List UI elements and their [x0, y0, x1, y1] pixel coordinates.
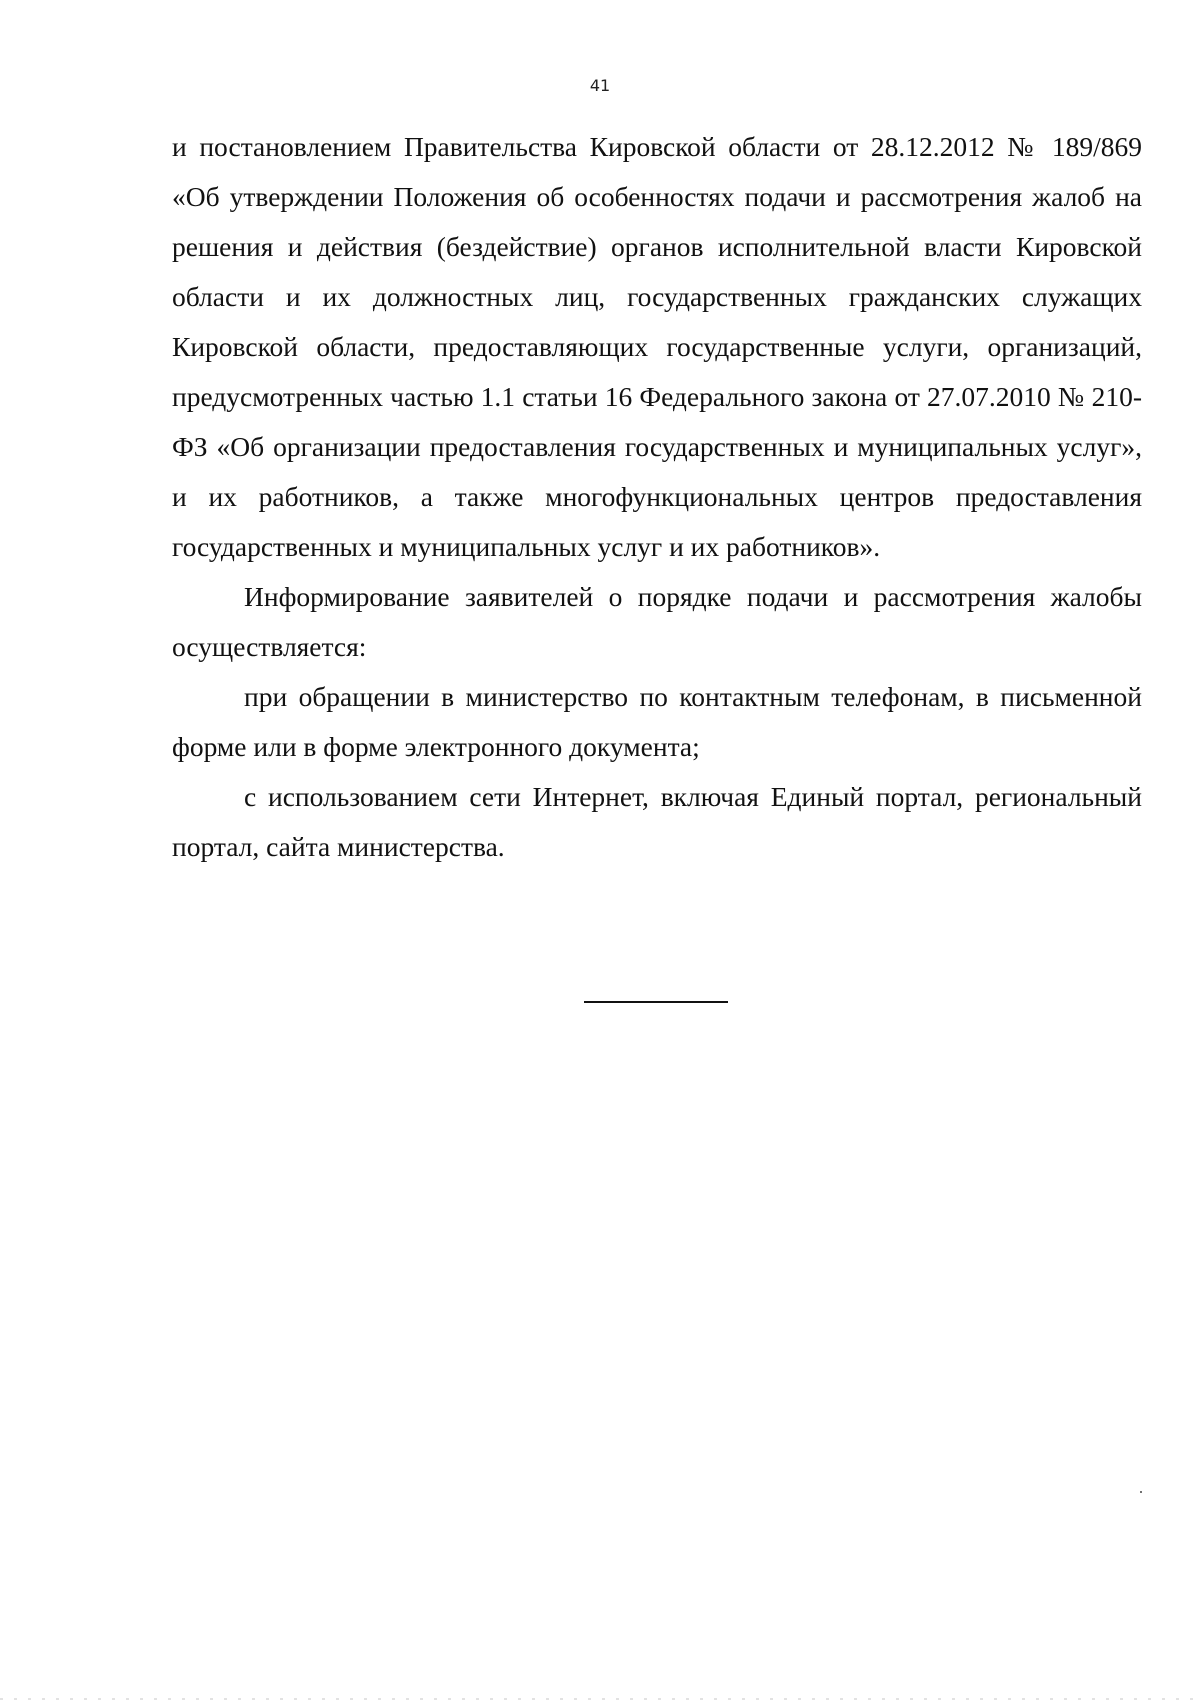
text-line: осуществляется: — [172, 631, 367, 662]
document-body — [172, 122, 1142, 872]
text-line: служащих Кировской области, предоставляющих государственные услуги, — [172, 281, 1142, 362]
end-of-document-rule — [584, 1001, 728, 1003]
text-line: региональный портал, сайта министерства. — [172, 781, 1142, 862]
text-line: Информирование заявителей о порядке подачи и рассмотрения жалобы — [244, 581, 1142, 612]
text-line: на решения и действия (бездействие) органов исполнительной власти — [172, 181, 1142, 262]
text-line: и их работников». — [669, 531, 881, 562]
text-line: с использованием сети Интернет, включая Единый портал, — [244, 781, 964, 812]
paragraph-ministry-contacts — [172, 672, 1142, 772]
paragraph-informing-applicants — [172, 572, 1142, 672]
page-number: 41 — [589, 76, 611, 95]
text-line: организаций, предусмотренных частью 1.1 статьи 16 Федерального закона — [172, 331, 1142, 412]
text-line: «Об утверждении Положения об особенностях подачи и рассмотрения жалоб — [172, 181, 1106, 212]
paragraph-internet-portals — [172, 772, 1142, 872]
text-line: центров предоставления государственных и муниципальных услуг — [172, 481, 1142, 562]
text-line: и муниципальных услуг», и их работников, а также многофункциональных — [172, 431, 1142, 512]
text-line: от 27.07.2010 № 210-ФЗ «Об организации предоставления государственных — [172, 381, 1142, 462]
text-line: при обращении в министерство по контактным телефонам, в письменной — [244, 681, 1142, 712]
text-line: и постановлением Правительства Кировской области от 28.12.2012 № 189/869 — [172, 131, 1142, 162]
paragraph-resolution-reference — [172, 122, 1142, 572]
scan-speck — [1140, 1491, 1142, 1493]
scan-bottom-edge — [0, 1698, 1200, 1700]
text-line: Кировской области и их должностных лиц, государственных гражданских — [172, 231, 1143, 312]
text-line: форме или в форме электронного документа; — [172, 731, 700, 762]
